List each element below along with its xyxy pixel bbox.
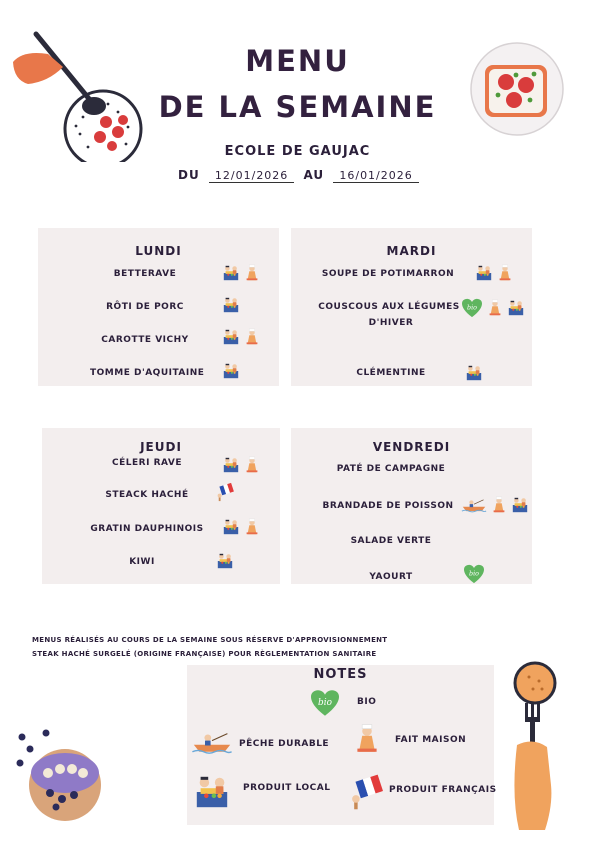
notice-supply: MENUS RÉALISÉS AU COURS DE LA SEMAINE SOUS RÉSERVE D'APPROVISIONNEMENT xyxy=(32,636,388,644)
produit-local-icon xyxy=(222,296,240,314)
fait-maison-icon xyxy=(243,264,261,282)
fait-maison-icon xyxy=(496,264,514,282)
produit-local-icon xyxy=(193,773,231,811)
notice-steak: STEAK HACHÉ SURGELÉ (ORIGINE FRANÇAISE) POUR RÈGLEMENTATION SANITAIRE xyxy=(32,650,377,658)
notes-legend xyxy=(187,665,497,825)
dish-item: CÉLERI RAVE xyxy=(112,458,182,468)
produit-local-icon xyxy=(465,364,483,382)
fait-maison-icon xyxy=(490,496,508,514)
from-label: DU xyxy=(178,168,200,182)
dish-item: YAOURT xyxy=(369,572,413,582)
to-date: 16/01/2026 xyxy=(333,169,418,183)
day-card-lundi xyxy=(38,228,279,386)
day-card-jeudi xyxy=(42,428,280,584)
produit-local-icon xyxy=(222,362,240,380)
produit-local-icon xyxy=(222,264,240,282)
day-card-vendredi xyxy=(291,428,532,584)
notes-title: NOTES xyxy=(313,667,368,682)
dish-item: BETTERAVE xyxy=(113,269,177,279)
dish-item: BRANDADE DE POISSON xyxy=(322,501,454,511)
day-card-mardi xyxy=(291,228,532,386)
legend-peche-label: PÊCHE DURABLE xyxy=(239,739,330,749)
dish-item: TOMME D'AQUITAINE xyxy=(90,368,205,378)
legend-local-label: PRODUIT LOCAL xyxy=(243,783,331,793)
dish-item: KIWI xyxy=(129,557,155,567)
dish-item: PATÉ DE CAMPAGNE xyxy=(336,464,446,474)
dish-item: CAROTTE VICHY xyxy=(101,335,189,345)
day-title: VENDREDI xyxy=(372,440,451,454)
yogurt-bowl-illustration xyxy=(10,725,110,825)
page-title-line2: DE LA SEMAINE xyxy=(158,90,437,124)
fait-maison-icon xyxy=(351,723,383,755)
to-label: AU xyxy=(303,168,325,182)
produit-local-icon xyxy=(216,552,234,570)
dish-item: RÔTI DE PORC xyxy=(106,302,184,312)
peche-durable-icon xyxy=(191,729,233,755)
dish-item: COUSCOUS AUX LÉGUMES xyxy=(318,302,460,312)
fait-maison-icon xyxy=(243,518,261,536)
from-date: 12/01/2026 xyxy=(209,169,294,183)
fait-maison-icon xyxy=(243,328,261,346)
produit-local-icon xyxy=(222,518,240,536)
fait-maison-icon xyxy=(243,456,261,474)
date-range xyxy=(178,168,423,183)
dish-item: SALADE VERTE xyxy=(350,536,432,546)
page-title-line1: MENU xyxy=(245,44,350,78)
dish-item: SOUPE DE POTIMARRON xyxy=(321,269,455,279)
bio-icon xyxy=(463,564,485,584)
produit-francais-icon xyxy=(216,482,236,502)
produit-local-icon xyxy=(507,299,525,317)
produit-local-icon xyxy=(222,328,240,346)
fork-hand-illustration xyxy=(505,655,565,830)
legend-maison-label: FAIT MAISON xyxy=(395,735,467,745)
dish-item: D'HIVER xyxy=(368,318,414,328)
dish-item: GRATIN DAUPHINOIS xyxy=(90,524,204,534)
produit-local-icon xyxy=(475,264,493,282)
day-title: LUNDI xyxy=(135,244,182,258)
produit-local-icon xyxy=(222,456,240,474)
day-title: JEUDI xyxy=(140,440,182,454)
bio-icon xyxy=(461,298,483,318)
produit-francais-icon xyxy=(349,773,387,811)
dish-item: STEACK HACHÉ xyxy=(105,490,189,500)
peche-durable-icon xyxy=(461,497,487,513)
produit-local-icon xyxy=(511,496,529,514)
school-name: ECOLE DE GAUJAC xyxy=(224,144,371,159)
fait-maison-icon xyxy=(486,299,504,317)
day-title: MARDI xyxy=(386,244,437,258)
legend-bio-label: BIO xyxy=(357,697,377,707)
legend-francais-label: PRODUIT FRANÇAIS xyxy=(389,785,497,795)
bio-icon xyxy=(309,689,341,717)
dish-item: CLÉMENTINE xyxy=(356,368,426,378)
